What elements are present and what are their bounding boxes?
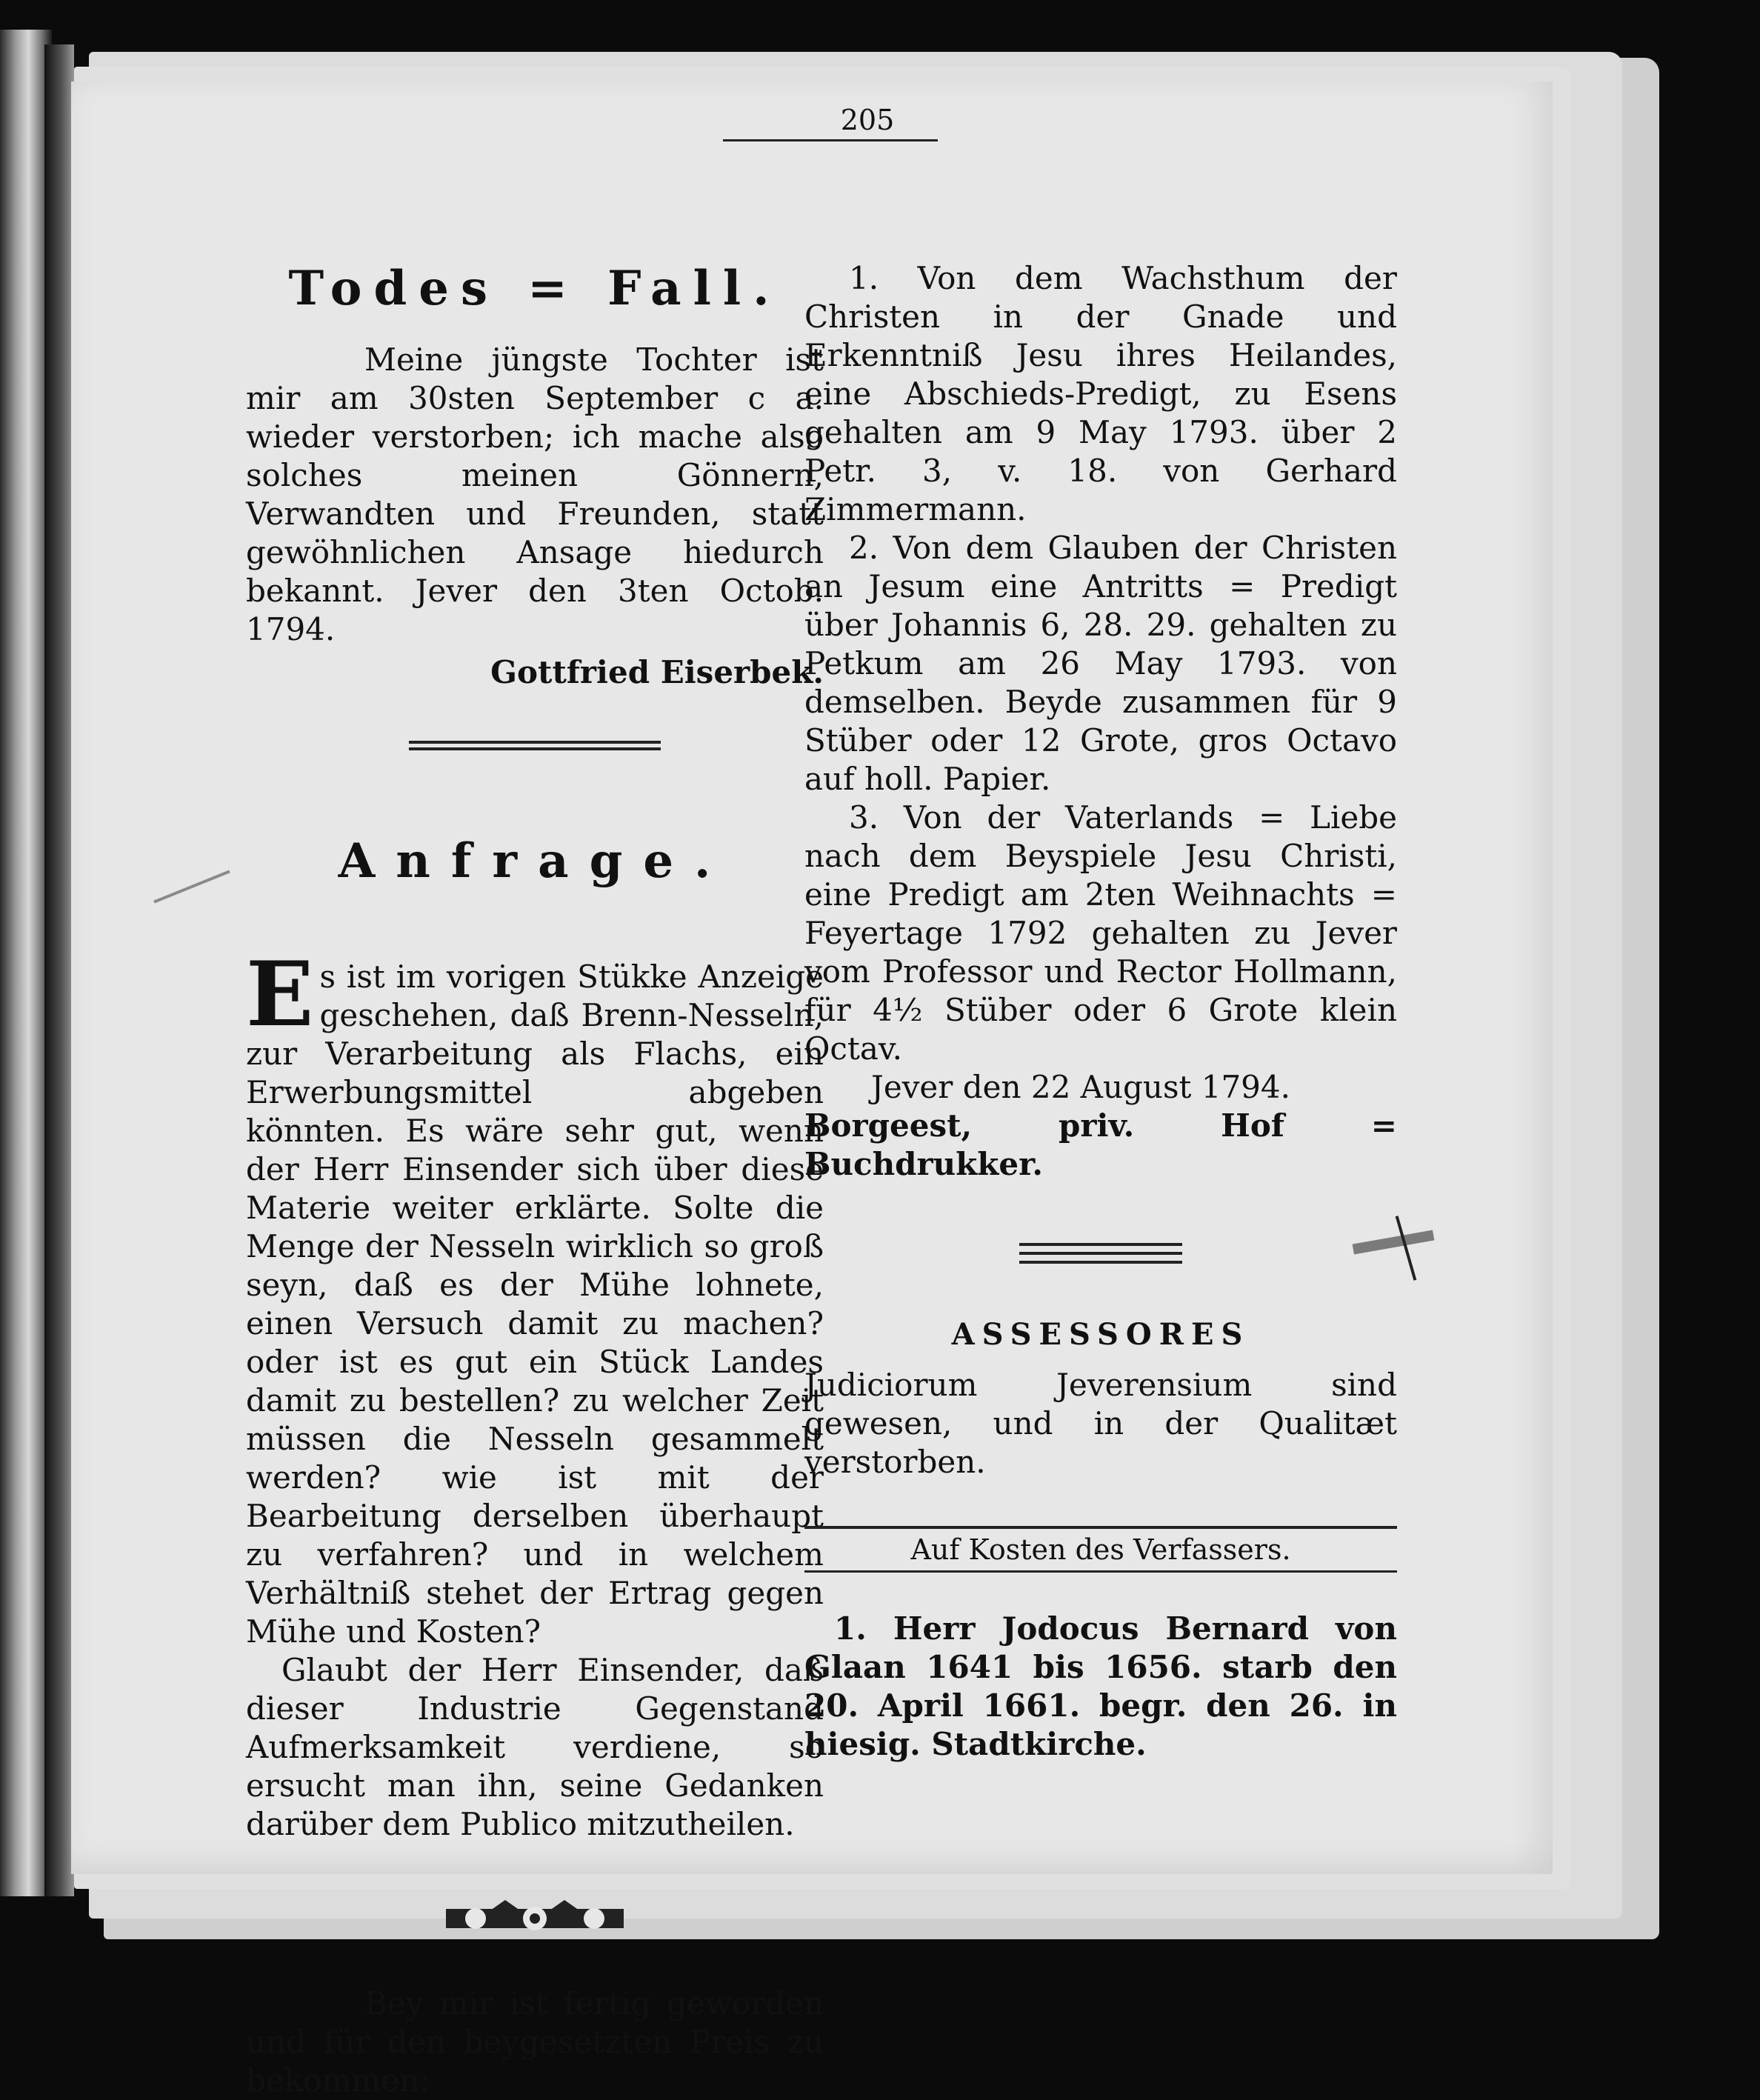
assessor-entry-1: 1. Herr Jodocus Bernard von Glaan 1641 bis 1656. starb den 20. April 1661. begr. den 26. in hiesig. Stadtkirche. [804, 1610, 1397, 1762]
book-listing-3: 3. Von der Vaterlands = Liebe nach dem Beyspiele Jesu Christi, eine Predigt am 2ten Weihnachts = Feyertage 1792 gehalten zu Jever vom Professor und Rector Hollmann, für 4½ Stüber oder 6 Grote klein Octav. [804, 799, 1397, 1067]
right-column [804, 185, 1397, 1764]
left-column [246, 185, 824, 2100]
assessores-text: Judiciorum Jeverensium sind gewesen, und in der Qualitæt verstorben. [804, 1367, 1397, 1480]
anfrage-dropcap: E [246, 942, 314, 1047]
assessores-heading: ASSESSORES [951, 1317, 1250, 1352]
section-divider-1 [409, 741, 661, 750]
pencil-mark-right-vertical [1396, 1216, 1417, 1281]
kosten-line: Auf Kosten des Verfassers. [804, 1526, 1397, 1573]
todes-fall-heading: Todes = Fall. [288, 261, 781, 316]
todes-fall-signature: Gottfried Eiserbek. [490, 654, 824, 690]
document-page [71, 81, 1553, 2099]
anfrage-heading: Anfrage. [338, 833, 732, 889]
anfrage-text-2: Glaubt der Herr Einsender, daß dieser Industrie Gegenstand Aufmerksamkeit verdiene, so ersucht man ihn, seine Gedanken darüber dem Publico mitzutheilen. [246, 1652, 824, 1842]
decorative-ornament [446, 1896, 624, 1940]
page-number: 205 [840, 104, 895, 136]
book-listing-1: 1. Von dem Wachsthum der Christen in der Gnade und Erkenntniß Jesu ihres Heilandes, eine Abschieds-Predigt, zu Esens gehalten am 9 May 1793. über 2 Petr. 3, v. 18. von Gerhard Zimmermann. [804, 260, 1397, 527]
pencil-mark-left [153, 870, 230, 904]
todes-fall-text: Meine jüngste Tochter ist mir am 30sten September c a. wieder verstorben; ich mache also solches meinen Gönnern, Verwandten und Freunden, statt gewöhnlichen Ansage hiedurch bekannt. Jever den 3ten Octob. 1794. [246, 341, 824, 647]
spine-shadow [44, 44, 74, 1896]
book-listing-2: 2. Von dem Glauben der Christen an Jesum eine Antritts = Predigt über Johannis 6, 28. 29. gehalten zu Petkum am 26 May 1793. von demselben. Beyde zusammen für 9 Stüber oder 12 Grote, gros Octavo auf holl. Papier. [804, 530, 1397, 797]
page-number-rule [723, 139, 938, 141]
section-divider-2 [1019, 1243, 1182, 1264]
bey-mir-text: Bey mir ist fertig geworden und für den beygesetzten Preis zu bekommen: [246, 1985, 824, 2099]
anfrage-body [246, 942, 824, 1651]
anfrage-text: s ist im vorigen Stükke Anzeige geschehen, daß Brenn-Nesseln, zur Verarbeitung als Flachs, ein Erwerbungsmittel abgeben könnten. Es wäre sehr gut, wenn der Herr Einsender sich über diese Materie weiter erklärte. Solte die Menge der Nesseln wirklich so groß seyn, daß es der Mühe lohnete, einen Versuch damit zu machen? oder ist es gut ein Stück Landes damit zu bestellen? zu welcher Zeit müssen die Nesseln gesammelt werden? wie ist mit der Bearbeitung derselben überhaupt zu verfahren? und in welchem Verhältniß stehet der Ertrag gegen Mühe und Kosten? [246, 959, 824, 1650]
dateline: Jever den 22 August 1794. [871, 1069, 1290, 1105]
printer-line: Borgeest, priv. Hof = Buchdrukker. [804, 1107, 1397, 1182]
